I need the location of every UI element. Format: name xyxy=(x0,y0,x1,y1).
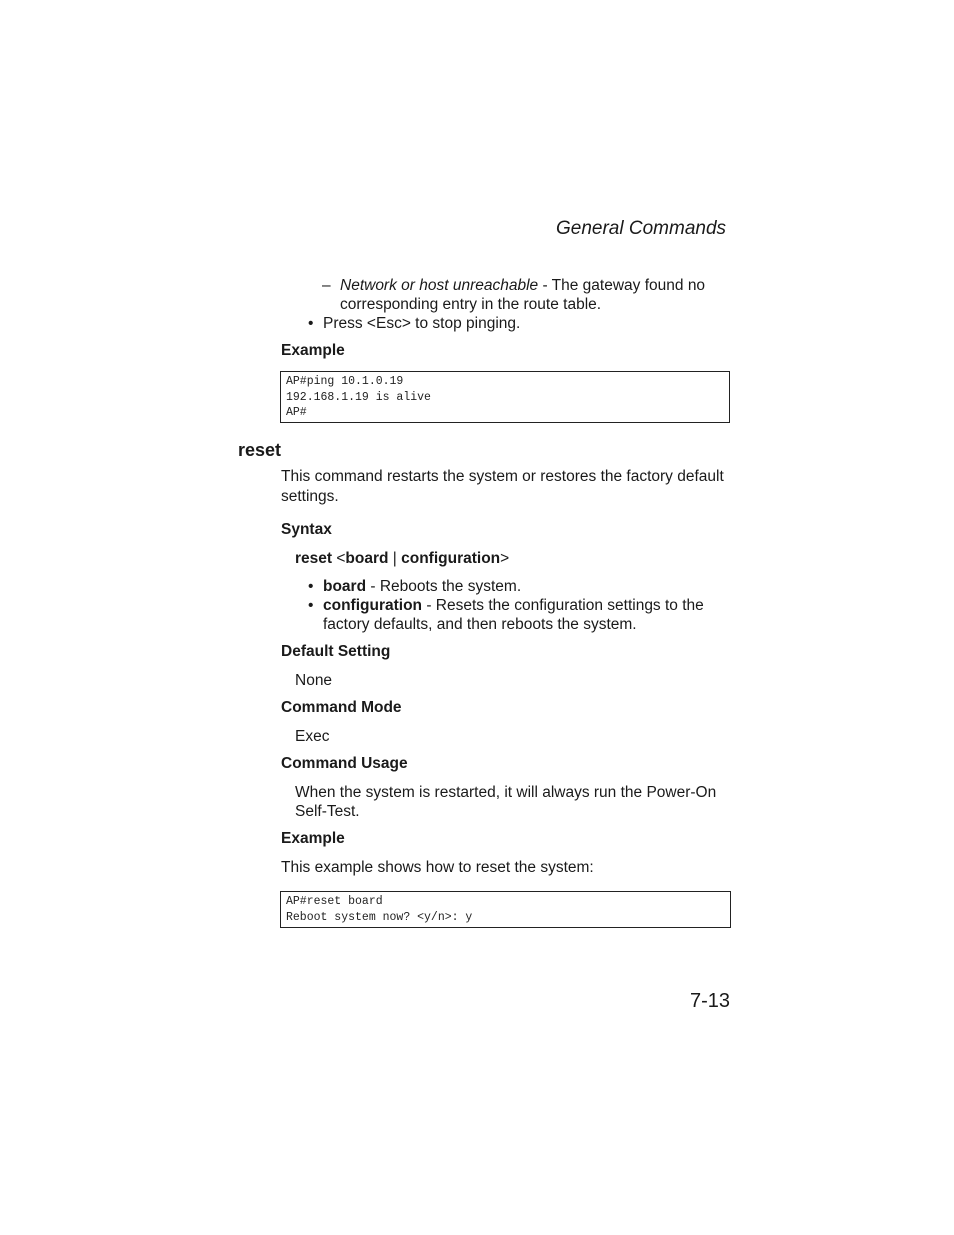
code-line: AP#reset board xyxy=(286,895,383,908)
syntax-separator: | xyxy=(388,550,402,567)
command-mode-value: Exec xyxy=(295,728,330,745)
param-name: board xyxy=(323,578,367,595)
default-setting-heading: Default Setting xyxy=(281,643,391,660)
param-configuration xyxy=(323,596,704,615)
usage-line1: When the system is restarted, it will always run the Power-On xyxy=(295,784,717,801)
code-line: Reboot system now? <y/n>: y xyxy=(286,910,473,924)
bullet-item: Press <Esc> to stop pinging. xyxy=(323,315,521,332)
syntax-arg-configuration: configuration xyxy=(401,550,501,567)
bullet-marker: • xyxy=(308,315,314,332)
command-usage-heading: Command Usage xyxy=(281,755,408,772)
default-setting-value: None xyxy=(295,672,333,689)
code-line: AP# xyxy=(286,406,307,419)
bullet-marker: • xyxy=(308,597,314,614)
command-title: reset xyxy=(238,440,282,460)
running-head: General Commands xyxy=(556,218,727,239)
param-board xyxy=(323,577,521,596)
dash-marker: – xyxy=(322,277,331,294)
syntax-arg-board: board xyxy=(345,550,389,567)
code-line: AP#ping 10.1.0.19 xyxy=(286,375,404,388)
syntax-heading: Syntax xyxy=(281,521,332,538)
syntax-lt: < xyxy=(332,550,346,567)
example-heading: Example xyxy=(281,830,345,847)
dash-item-rest: - The gateway found no xyxy=(538,277,706,294)
param-text: - Resets the configuration settings to the xyxy=(422,597,704,614)
bullet-marker: • xyxy=(308,578,314,595)
dash-item-italic: Network or host unreachable xyxy=(340,277,539,294)
code-block-ping xyxy=(280,371,730,423)
description-line1: This command restarts the system or restores the factory default xyxy=(281,468,724,485)
syntax-command: reset xyxy=(295,550,333,567)
param-name: configuration xyxy=(323,597,423,614)
example-text: This example shows how to reset the system: xyxy=(281,859,594,876)
dash-item-line2: corresponding entry in the route table. xyxy=(340,296,602,313)
example-heading: Example xyxy=(281,342,345,359)
dash-item-line1 xyxy=(340,276,705,295)
command-mode-heading: Command Mode xyxy=(281,699,402,716)
code-block-reset xyxy=(280,891,731,928)
code-line: 192.168.1.19 is alive xyxy=(286,390,431,404)
syntax-gt: > xyxy=(500,550,510,567)
usage-line2: Self-Test. xyxy=(295,803,360,820)
param-text: - Reboots the system. xyxy=(366,578,522,595)
param-configuration-line2: factory defaults, and then reboots the system. xyxy=(323,616,637,633)
page-number: 7-13 xyxy=(690,990,731,1012)
syntax-line xyxy=(295,549,509,568)
description-line2: settings. xyxy=(281,488,339,505)
